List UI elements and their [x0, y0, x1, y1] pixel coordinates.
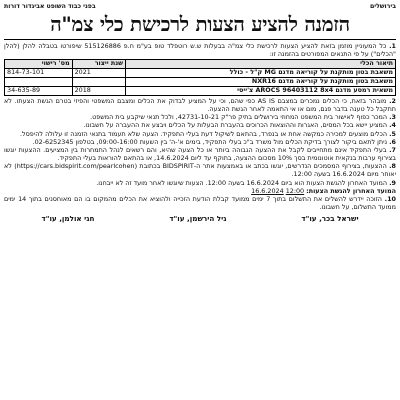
paragraph-7	[4, 146, 396, 162]
paragraph-number: 2.	[389, 96, 396, 105]
notice-body	[4, 42, 396, 211]
paragraph-number: 7.	[389, 145, 396, 154]
paragraph-6	[4, 138, 396, 146]
paragraph-text: המכר כפוף לאישור בית המשפט המחוזי בירושלים בתיק פר"ק 42731-10-21, ולכל תנאי שיקבע בית המשפט.	[90, 113, 388, 122]
paragraph-9	[4, 179, 396, 187]
paragraph-text: הכלים מוצעים למכירה כמקשה אחת או בנפרד, בהתאם לשיקול דעת בעלי התפקיד. הצעה שלא תעמוד בתנאי הזמנה זו עלולה להיפסל.	[20, 129, 388, 138]
paragraph-text: ניתן לתאם ביקור לצורך בדיקת הכלים מול משרד ב"כ בעלי התפקיד, בימים א'-ה' בין השעות 09:00-16:00, בטלפון 02-6252345.	[32, 137, 388, 146]
paragraph-text: ההצעות, בצירוף המסמכים הנדרשים, יוגשו בכתב או באמצעות אתר ה-BIDSPIRIT בכתובת (https://cars.bidspirit.com/pearlcohen) לא יאוחר מיום 16.6.2024 בשעה 12:00.	[4, 162, 396, 179]
court-line: בפני כבוד השופט אביגדור דורות	[4, 3, 96, 10]
paragraph-8	[4, 162, 396, 178]
paragraph-10	[4, 195, 396, 211]
paragraph-text: בעלי התפקיד אינם מתחייבים לקבל את ההצעה הגבוהה ביותר או כל הצעה שהיא, והם רשאים לנהל התמחרות בין המציעים. ההצעות יוגשו בצירוף ערבות בנקאית אוטונומית בסך 10% מסכום ההצעה, בתוקף עד ליום 14.6.2024, או בהתאם להוראות בעלי התפקיד.	[4, 145, 396, 163]
paragraph-text: מובהר בזאת, כי הכלים נמכרים במצבם AS IS כפי שהם, וכי על המציע לבדוק את הכלים ומצבם המשפטי והפיזי בטרם הגשת הצעתו. לא תתקבל כל טענה בדבר פגם, מום או אי התאמה לאחר הגשת ההצעה.	[4, 96, 396, 114]
header-cell-year: שנת ייצור	[72, 60, 125, 69]
signature-name: חגי אולמן, עו"ד	[41, 214, 95, 224]
paragraph-2	[4, 97, 396, 113]
paragraph-number: 6.	[389, 137, 396, 146]
signature-name: גיל הירשמן, עו"ד	[169, 214, 227, 224]
paragraph-3	[4, 113, 396, 121]
paragraph-number: 10.	[384, 194, 396, 203]
header-line	[4, 2, 396, 11]
cell-description: משאבת בטון מותקנת על קוריאה מדגם MG ק"ל - כולל	[126, 69, 396, 78]
assets-table	[4, 59, 396, 96]
paragraph-4	[4, 121, 396, 129]
header-cell-plate: מס' רישוי	[5, 60, 73, 69]
cell-year: 2018	[72, 87, 125, 96]
table-row	[5, 87, 396, 96]
paragraph-number: 9.	[389, 178, 396, 187]
cell-description: משאבת בטון מותקנת על קוריאה מדגם NXR16	[126, 78, 396, 87]
paragraph-number: 8.	[389, 162, 396, 171]
location-label: בירושלים	[369, 3, 396, 10]
title-divider	[4, 39, 396, 40]
deadline-line	[4, 187, 396, 195]
header-cell-description: תיאור הכלי	[126, 60, 396, 69]
paragraph-number: 5.	[389, 129, 396, 138]
paragraph-number: 1.	[389, 42, 396, 50]
cell-description: משאית רמסע מדגם AROCS 96403112 8x4 צ'ייסי	[126, 87, 396, 96]
cell-year: 2021	[72, 69, 125, 78]
paragraph-text: כל המעוניין מוזמן בזאת להציע הצעות לרכישת כלי צמ"ה בבעלות ש.ש רוטפלד טופ בע"מ ח.פ 515126886 שיפורטו בטבלה להלן (להלן "הכלים") על פי התנאים המפורטים בהזמנה זו:	[4, 42, 396, 59]
paragraph-1	[4, 42, 396, 58]
paragraph-5	[4, 130, 396, 138]
cell-plate: 34-635-89	[5, 87, 73, 96]
paragraph-number: 3.	[389, 113, 396, 122]
page-title: הזמנה להציע הצעות לרכישת כלי צמ"ה	[50, 12, 350, 36]
deadline-time: 12:00	[285, 186, 305, 195]
signature-block	[4, 214, 396, 223]
deadline-label: המועד האחרון להגשת הצעות:	[306, 186, 396, 195]
signature-name: ישראל בכר, עו"ד	[301, 214, 359, 224]
deadline-date: 16.6.2024	[251, 186, 284, 195]
paragraph-text: הזוכה יידרש להשלים את התשלום בתוך 7 ימים ממועד קבלת הודעת הזכייה ולהוציא את הכלים מהמקום בו הם מאוחסנים בתוך 14 ימים ממועד התשלום, על חשבונו.	[4, 194, 396, 211]
cell-plate: 814-73-101	[5, 69, 73, 78]
paragraph-text: המועד האחרון להגשת הצעות הוא ביום 16.6.2024 בשעה 12:00. הצעות שיוגשו לאחר מועד זה לא ייבחנו.	[96, 178, 388, 187]
paragraph-number: 4.	[389, 121, 396, 130]
paragraph-text: המציע יישא בכל המסים, האגרות וההוצאות הכרוכים בהעברת הבעלות על הכלים ויבצע את ההעברה על חשבונו.	[83, 121, 388, 130]
